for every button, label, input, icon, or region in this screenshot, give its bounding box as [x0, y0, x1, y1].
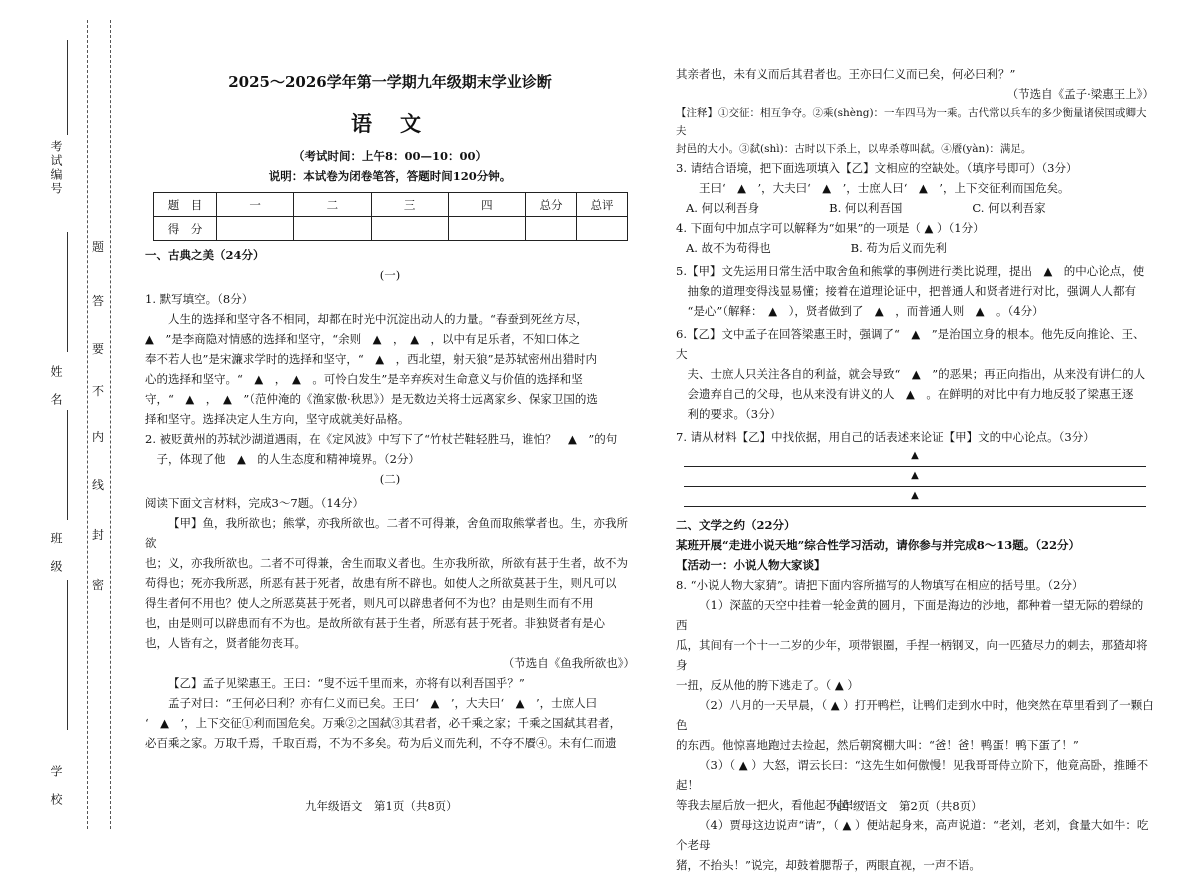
- class-line: [67, 580, 68, 730]
- score-input-cell[interactable]: [294, 217, 371, 241]
- option-b[interactable]: B. 苟为后义而先利: [850, 241, 947, 255]
- question-5-cont: 抽象的道理变得浅显易懂；接着在道理论证中，把普通人和贤者进行对比，强调人人都有: [687, 284, 1136, 298]
- exam-title: 2025～2026学年第一学期九年级期末学业诊断: [228, 73, 552, 91]
- option-b[interactable]: B. 何以利吾国: [829, 201, 903, 215]
- option-a[interactable]: A. 何以利吾身: [686, 201, 760, 215]
- passage-yi-line: ‘ ▲ ’，上下交征①利而国危矣。万乘②之国弑③其君者，必千乘之家；千乘之国弑其君者，: [145, 716, 622, 730]
- score-table: [153, 192, 628, 241]
- option-a[interactable]: A. 故不为苟得也: [686, 241, 771, 255]
- q8-item: （4）贾母这边说声“请”，（ ▲ ）便站起身来，高声说道：“老刘，老刘，食量大如牛：吃个老母: [676, 818, 1149, 852]
- seal-char: 线: [92, 478, 105, 492]
- q1-line: 人生的选择和坚守各不相同，却都在时光中沉淀出动人的力量。“春蚕到死丝方尽，: [168, 312, 588, 326]
- seal-char: 题: [92, 240, 105, 254]
- seal-char: 不: [92, 384, 105, 398]
- seal-char: 要: [92, 342, 105, 356]
- passage-notes: 封邑的大小。③弑(shì)：古时以下杀上，以卑杀尊叫弑。④餍(yàn)：满足。: [676, 143, 1032, 155]
- passage-jia-line: 也，人皆有之，贤者能勿丧耳。: [145, 636, 306, 650]
- score-table-cell: 总分: [526, 193, 577, 217]
- passage-jia-line: 苟得也；死亦我所恶，所恶有甚于死者，故患有所不辟也。如使人之所欲莫甚于生，则凡可以: [145, 576, 617, 590]
- exam-page-1: [145, 0, 635, 753]
- cut-line-inner: [110, 20, 111, 829]
- answer-line[interactable]: ▲: [684, 487, 1146, 507]
- question-8: 8. “小说人物大家猜”。请把下面内容所描写的人物填写在相应的括号里。（2分）: [676, 578, 1084, 592]
- passage-yi-line: 孟子对曰：“王何必曰利？亦有仁义而已矣。王曰‘ ▲ ’，大夫曰‘ ▲ ’，士庶人曰: [168, 696, 598, 710]
- q1-line: 择和坚守。选择决定人生方向，坚守成就美好品格。: [145, 412, 410, 426]
- seal-char: 内: [92, 430, 105, 444]
- score-table-cell: 二: [294, 193, 371, 217]
- question-4-options: [676, 238, 1154, 258]
- answer-line[interactable]: ▲: [684, 467, 1146, 487]
- exam-page-2: [676, 0, 1154, 875]
- score-input-cell[interactable]: [577, 217, 628, 241]
- question-5: 5.【甲】文先运用日常生活中取舍鱼和熊掌的事例进行类比说理，提出 ▲ 的中心论点，使: [676, 264, 1145, 278]
- answer-line[interactable]: ▲: [684, 447, 1146, 467]
- question-6-cont: 夫、士庶人只关注各自的利益，就会导致“ ▲ ”的恶果；再正向指出，从来没有讲仁的人: [687, 367, 1146, 381]
- question-3-options: [676, 198, 1154, 218]
- activity-heading: 【活动一：小说人物大家谈】: [676, 558, 826, 572]
- activity-intro: 某班开展“走进小说天地”综合性学习活动，请你参与并完成8～13题。（22分）: [676, 538, 1080, 552]
- question-6-cont: 会遗弃自己的父母，也从来没有讲义的人 ▲ 。在鲜明的对比中有力地反驳了梁惠王逐: [687, 387, 1134, 401]
- q8-item: 瓜，其间有一个十一二岁的少年，项带银圈，手捏一柄钢叉，向一匹猹尽力的刺去，那猹却将身: [676, 638, 1148, 672]
- question-7: 7. 请从材料【乙】中找依据，用自己的话表述来论证【甲】文的中心论点。（3分）: [676, 430, 1095, 444]
- part-heading: (二): [379, 472, 401, 486]
- q8-item: 猪，不抬头！”说完，却鼓着腮帮子，两眼直视，一声不语。: [676, 858, 981, 872]
- passage-yi-line: 必百乘之家。万取千焉，千取百焉，不为不多矣。苟为后义而先利，不夺不餍④。未有仁而遗: [145, 736, 617, 750]
- question-5-cont: “是心”（解释： ▲ ），贤者做到了 ▲ ，而普通人则 ▲ 。（4分）: [687, 304, 1044, 318]
- seal-char: 封: [92, 528, 105, 542]
- score-table-cell: 三: [371, 193, 448, 217]
- score-table-cell: 四: [448, 193, 525, 217]
- q8-item: （1）深蓝的天空中挂着一轮金黄的圆月，下面是海边的沙地，都种着一望无际的碧绿的西: [676, 598, 1144, 632]
- binding-strip: [0, 0, 112, 849]
- q8-item: （2）八月的一天早晨，（ ▲ ）打开鸭栏，让鸭们走到水中时，他突然在草里看到了一颗白色: [676, 698, 1154, 732]
- q1-line: 守，“ ▲ ， ▲ ”（范仲淹的《渔家傲·秋思》）是无数边关将士远离家乡、保家卫国的选: [145, 392, 598, 406]
- part-heading: (一): [379, 268, 401, 282]
- label-exam-number: 考试编号: [49, 140, 63, 196]
- question-1: 1. 默写填空。（8分）: [145, 292, 254, 306]
- exam-instructions: 说明：本试卷为闭卷笔答，答题时间120分钟。: [268, 169, 512, 183]
- subject-title: 语文: [351, 111, 449, 136]
- question-2: 2. 被贬黄州的苏轼沙湖道遇雨，在《定风波》中写下了“竹杖芒鞋轻胜马，谁怕？ ▲ ”的句: [145, 432, 618, 446]
- score-table-cell: 题 目: [154, 193, 217, 217]
- score-input-cell[interactable]: [217, 217, 294, 241]
- page-footer-1: 九年级语文 第1页（共8页）: [305, 799, 458, 813]
- q1-line: 心的选择和坚守。“ ▲ ， ▲ 。可怜白发生”是辛弃疾对生命意义与价值的选择和坚: [145, 372, 583, 386]
- label-class: 班 级: [49, 532, 63, 574]
- reading-intro: 阅读下面文言材料，完成3～7题。（14分）: [145, 496, 365, 510]
- seal-char: 密: [92, 578, 105, 592]
- question-3: 3. 请结合语境，把下面选项填入【乙】文相应的空缺处。（填序号即可）（3分）: [676, 161, 1078, 175]
- passage-yi-source: （节选自《孟子·梁惠王上》）: [1006, 87, 1154, 101]
- score-input-cell[interactable]: [526, 217, 577, 241]
- question-4: 4. 下面句中加点字可以解释为“如果”的一项是（ ▲ ）（1分）: [676, 221, 985, 235]
- q1-line: 奉不若人也”是宋濂求学时的选择和坚守，“ ▲ ，西北望，射天狼”是苏轼密州出猎时内: [145, 352, 597, 366]
- name-line: [67, 410, 68, 520]
- score-table-cell: 一: [217, 193, 294, 217]
- q8-item: 的东西。他惊喜地跑过去捡起，然后朝窝棚大叫：“爸！爸！鸭蛋！鸭下蛋了！”: [676, 738, 1079, 752]
- score-table-score-row: [154, 217, 628, 241]
- passage-yi-line: 其亲者也，未有义而后其君者也。王亦曰仁义而已矣，何必曰利？”: [676, 67, 1016, 81]
- label-name: 姓 名: [49, 365, 63, 407]
- section-heading: 二、文学之约（22分）: [676, 518, 796, 532]
- q8-item: 一扭，反从他的胯下逃走了。（ ▲ ）: [676, 678, 859, 692]
- question-2-cont: 子，体现了他 ▲ 的人生态度和精神境界。（2分）: [156, 452, 420, 466]
- label-school: 学 校: [49, 765, 63, 807]
- option-c[interactable]: C. 何以利吾家: [972, 201, 1046, 215]
- score-input-cell[interactable]: [371, 217, 448, 241]
- question-6-cont: 利的要求。（3分）: [687, 407, 782, 421]
- question-3-quote: 王曰‘ ▲ ’，大夫曰‘ ▲ ’，士庶人曰‘ ▲ ’，上下交征利而国危矣。: [699, 181, 1070, 195]
- q8-item: 等我去屋后放一把火，看他起不起！”: [676, 798, 866, 812]
- passage-jia-source: （节选自《鱼我所欲也》）: [502, 656, 635, 670]
- score-input-cell[interactable]: [448, 217, 525, 241]
- passage-jia-line: 得生者何不用也？使人之所恶莫甚于死者，则凡可以辟患者何不为也？由是则生而有不用: [145, 596, 594, 610]
- score-table-cell: 总评: [577, 193, 628, 217]
- question-6: 6.【乙】文中孟子在回答梁惠王时，强调了“ ▲ ”是治国立身的根本。他先反向推论、王、大: [676, 327, 1145, 361]
- score-table-cell: 得 分: [154, 217, 217, 241]
- q8-item: （3）（ ▲ ）大怒，谓云长曰：“这先生如何傲慢！见我哥哥侍立阶下，他竟高卧，推睡不起！: [676, 758, 1149, 792]
- passage-yi-line: 【乙】孟子见梁惠王。王曰：“叟不远千里而来，亦将有以利吾国乎？”: [168, 676, 525, 690]
- section-heading: 一、古典之美（24分）: [145, 248, 265, 262]
- passage-jia-line: 也，由是则可以辟患而有不为也。是故所欲有甚于生者，所恶有甚于死者。非独贤者有是心: [145, 616, 605, 630]
- exam-number-line: [67, 40, 68, 135]
- name-top-line: [67, 232, 68, 352]
- passage-notes: 【注释】①交征：相互争夺。②乘(shèng)：一车四马为一乘。古代常以兵车的多少衡量诸侯国或卿大夫: [676, 107, 1147, 137]
- seal-char: 答: [92, 294, 105, 308]
- q1-line: ▲ ”是李商隐对情感的选择和坚守，“余则 ▲ ， ▲ ，以中有足乐者，不知口体之: [145, 332, 581, 346]
- score-table-header-row: [154, 193, 628, 217]
- passage-jia-line: 也；义，亦我所欲也。二者不可得兼，舍生而取义者也。生亦我所欲，所欲有甚于生者，故不为: [145, 556, 628, 570]
- passage-jia-line: 【甲】鱼，我所欲也；熊掌，亦我所欲也。二者不可得兼，舍鱼而取熊掌者也。生，亦我所欲: [145, 516, 628, 550]
- exam-time: （考试时间：上午8：00—10：00）: [292, 149, 487, 163]
- cut-line-outer: [87, 20, 88, 829]
- page-footer-2: 九年级语文 第2页（共8页）: [830, 799, 983, 813]
